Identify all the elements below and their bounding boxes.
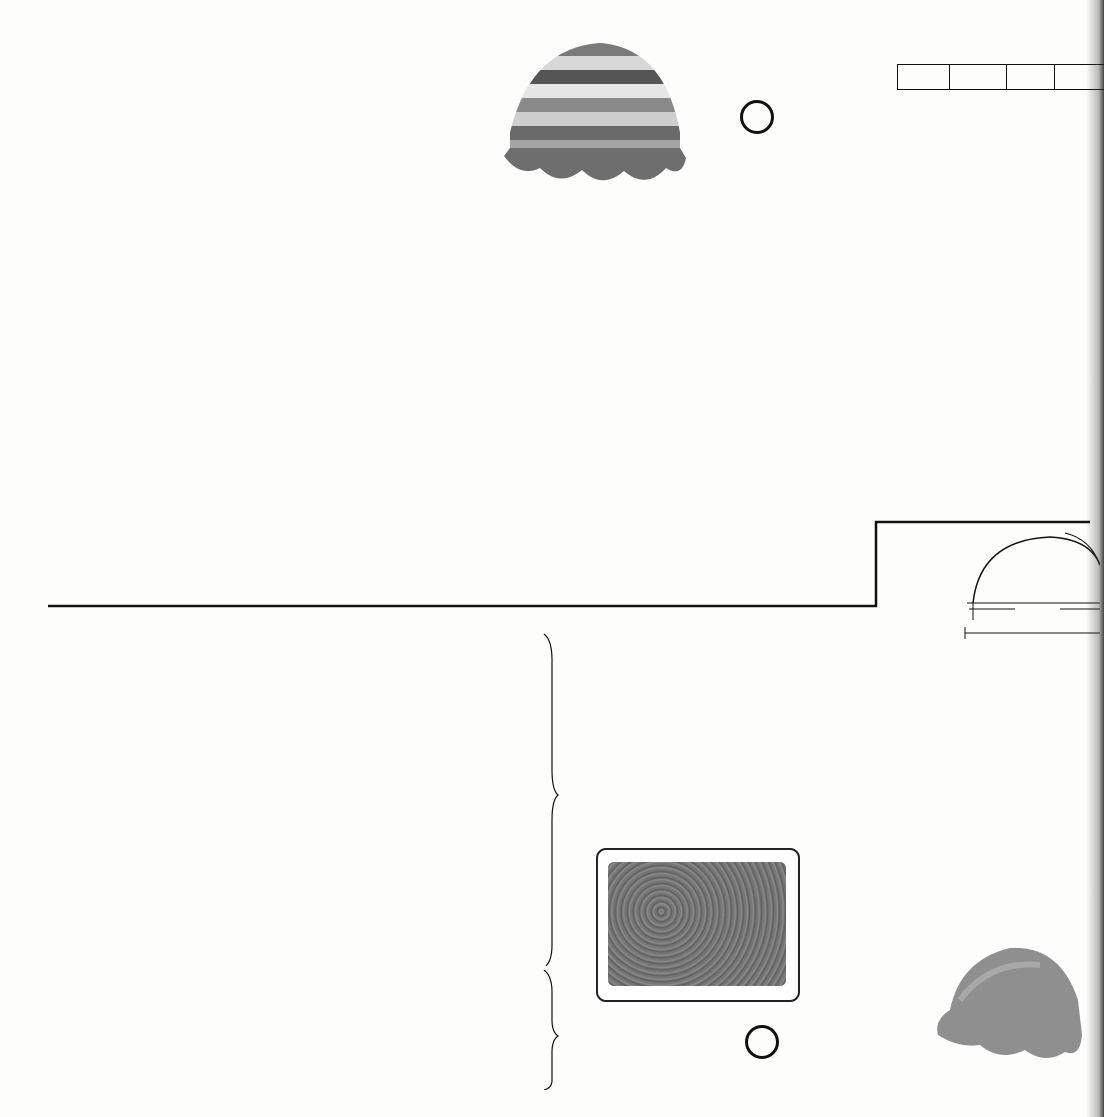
pattern-code-bottom <box>745 1025 785 1069</box>
page-edge-shadow <box>1086 0 1104 1117</box>
chart-brackets <box>538 630 568 1090</box>
crochet-chart-bottom <box>85 628 555 1088</box>
circled-number-bottom <box>745 1025 779 1059</box>
detail-photo-frame <box>596 848 800 1002</box>
detail-photo <box>608 862 786 986</box>
structure-diagram <box>955 525 1100 655</box>
solid-hat-photo <box>930 940 1090 1070</box>
